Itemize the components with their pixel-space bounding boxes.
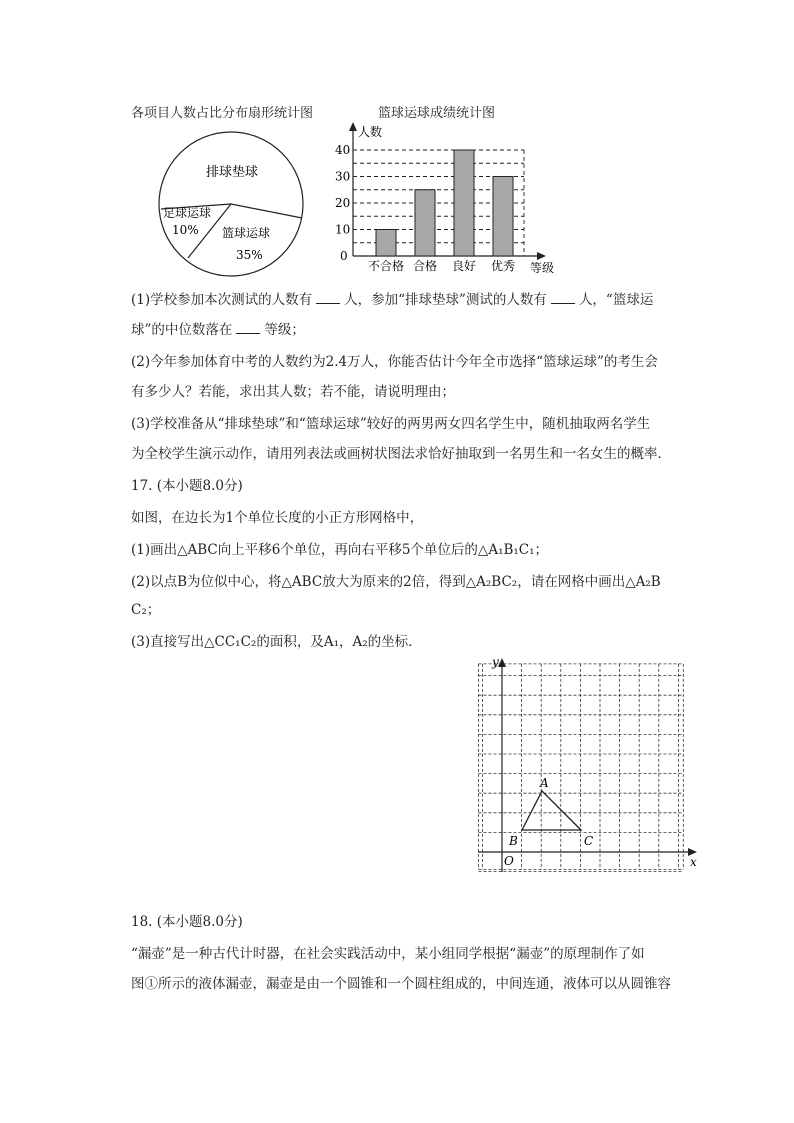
grid-origin-label: O bbox=[504, 854, 514, 868]
bar-ytick-label: 40 bbox=[335, 143, 351, 157]
q17-part2-line2: C₂； bbox=[131, 602, 161, 618]
bar-0 bbox=[376, 230, 396, 257]
x-axis-label: 等级 bbox=[530, 261, 555, 275]
pie-label-volleyball: 排球垫球 bbox=[206, 165, 259, 180]
coordinate-grid bbox=[470, 654, 700, 876]
bar-category-label: 优秀 bbox=[490, 259, 516, 273]
q18-line2: 图①所示的液体漏壶，漏壶是由一个圆锥和一个圆柱组成的，中间连通，液体可以从圆锥容 bbox=[131, 976, 671, 992]
answer-blank-total[interactable] bbox=[316, 291, 340, 304]
bar-chart bbox=[330, 118, 570, 278]
grid-y-arrow bbox=[498, 658, 506, 667]
bar-ytick-label: 10 bbox=[335, 222, 351, 237]
point-b-label: B bbox=[509, 834, 518, 848]
bar-category-label: 良好 bbox=[451, 259, 477, 273]
q17-part3: (3)直接写出△CC₁C₂的面积，及A₁，A₂的坐标． bbox=[131, 634, 422, 650]
grid-y-label: y bbox=[492, 655, 499, 669]
x-axis-arrow bbox=[537, 252, 546, 260]
q16-part1-line2: 球”的中位数落在 等级； bbox=[131, 322, 305, 338]
point-a-label: A bbox=[540, 776, 549, 790]
triangle-abc bbox=[522, 791, 581, 830]
grid-x-label: x bbox=[690, 855, 697, 869]
pie-chart bbox=[158, 124, 308, 284]
q17-part2-line1: (2)以点B为位似中心，将△ABC放大为原来的2倍，得到△A₂BC₂，请在网格中画出△A₂B bbox=[131, 574, 661, 590]
q16-part3-line2: 为全校学生演示动作，请用列表法或画树状图法求恰好抽取到一名男生和一名女生的概率． bbox=[131, 446, 671, 462]
pie-value-basketball: 35% bbox=[236, 248, 263, 262]
q18-title: 18. (本小题8.0分) bbox=[131, 914, 243, 930]
pie-label-basketball: 篮球运球 bbox=[222, 226, 271, 240]
bar-3 bbox=[493, 177, 513, 257]
pie-value-football: 10% bbox=[172, 223, 199, 237]
pie-label-football: 足球运球 bbox=[163, 206, 212, 220]
point-c-label: C bbox=[584, 834, 594, 848]
q17-title: 17. (本小题8.0分) bbox=[131, 478, 243, 494]
bar-ytick-label: 0 bbox=[340, 249, 348, 263]
bar-chart-caption: 篮球运球成绩统计图 bbox=[378, 106, 496, 121]
q18-line1: “漏壶”是一种古代计时器，在社会实践活动中，某小组同学根据“漏壶”的原理制作了如 bbox=[131, 946, 645, 962]
bar-ytick-label: 20 bbox=[335, 196, 351, 210]
bar-2 bbox=[454, 150, 474, 256]
bar-1 bbox=[415, 190, 435, 256]
q16-part3-line1: (3)学校准备从“排球垫球”和“篮球运球”较好的两男两女四名学生中，随机抽取两名学生 bbox=[131, 416, 651, 432]
q17-part1: (1)画出△ABC向上平移6个单位，再向右平移5个单位后的△A₁B₁C₁； bbox=[131, 542, 549, 558]
answer-blank-median[interactable] bbox=[236, 321, 260, 334]
bar-category-label: 不合格 bbox=[367, 259, 405, 273]
q17-intro: 如图，在边长为1个单位长度的小正方形网格中， bbox=[131, 510, 424, 526]
answer-blank-volleyball[interactable] bbox=[551, 291, 575, 304]
y-axis-label: 人数 bbox=[358, 125, 383, 139]
q16-part1-line1: (1)学校参加本次测试的人数有 人，参加“排球垫球”测试的人数有 人，“篮球运 bbox=[131, 292, 654, 308]
bar-ytick-label: 30 bbox=[335, 169, 351, 184]
bar-category-label: 合格 bbox=[412, 259, 438, 273]
y-axis-arrow bbox=[349, 122, 357, 131]
pie-chart-caption: 各项目人数占比分布扇形统计图 bbox=[131, 106, 314, 121]
q16-part2-line2: 有多少人？若能，求出其人数；若不能，请说明理由； bbox=[131, 384, 455, 400]
q16-part2-line1: (2)今年参加体育中考的人数约为2.4万人，你能否估计今年全市选择“篮球运球”的考生会 bbox=[131, 354, 658, 370]
